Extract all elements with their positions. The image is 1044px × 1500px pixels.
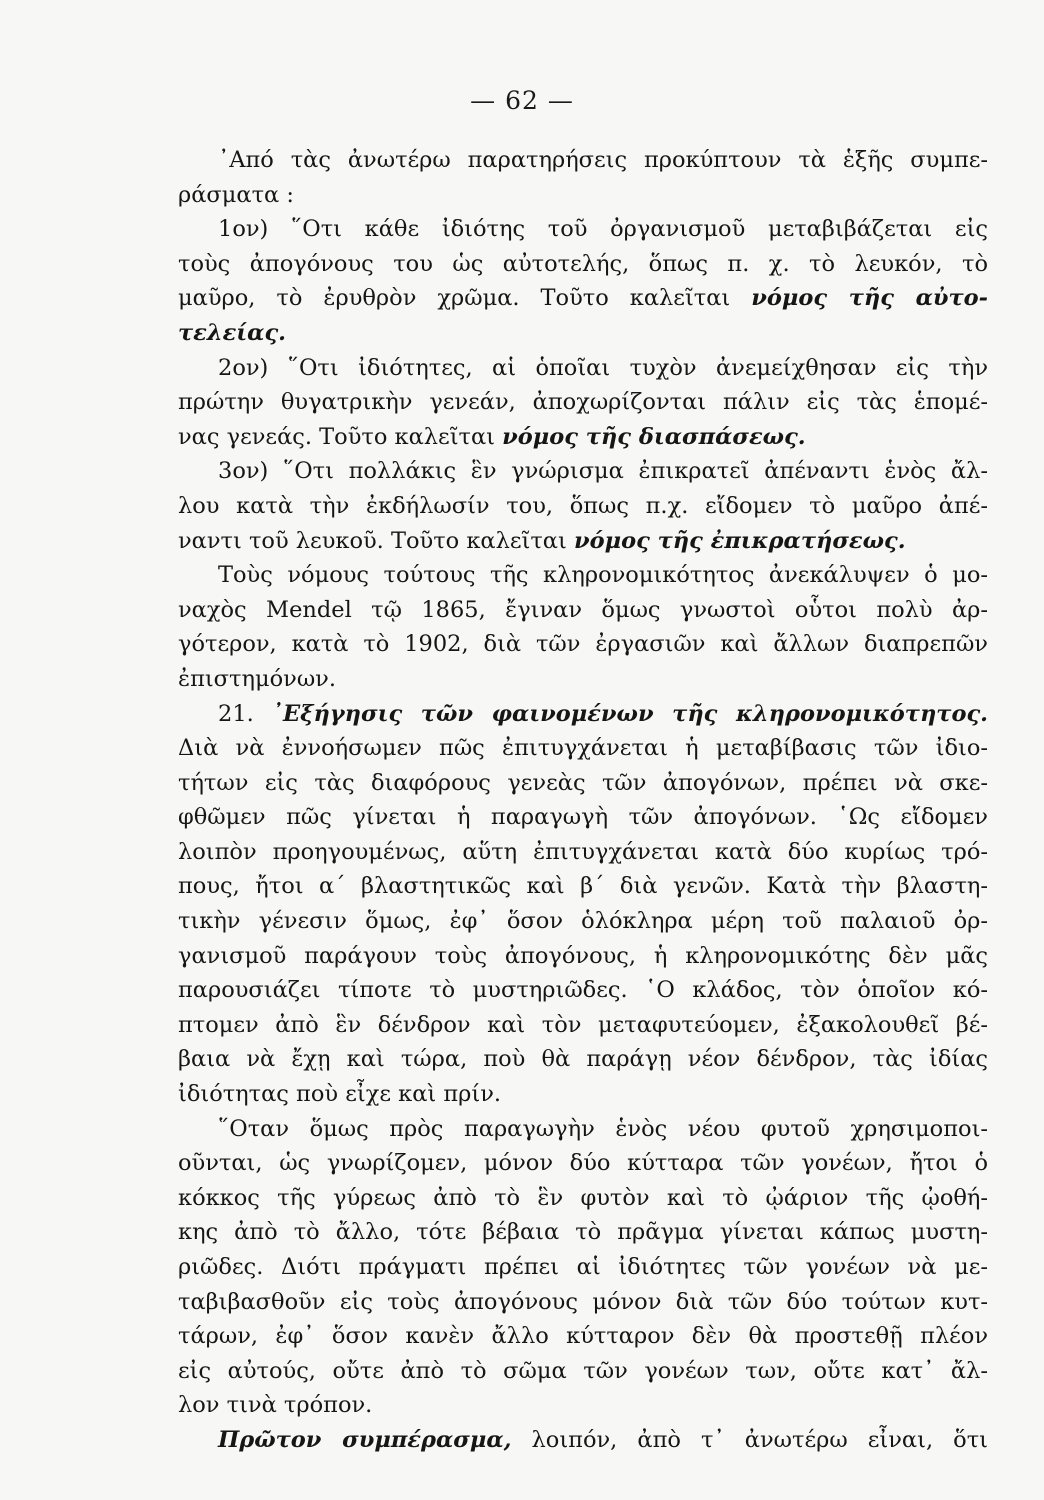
text-line — [178, 247, 988, 282]
line-text: ἰδιότητας ποὺ εἶχε καὶ πρίν. — [178, 1081, 502, 1108]
line-text: ᾿Από τὰς ἀνωτέρω παρατηρήσεις προκύπτουν τὰ ἑξῆς συμπε- — [218, 147, 988, 173]
text-line — [178, 627, 988, 662]
line-text: τάρων, ἐφ᾿ ὅσον κανὲν ἄλλο κύτταρον δὲν θὰ προστεθῇ πλέον — [178, 1323, 988, 1350]
line-text: ριῶδες. Διότι πράγματι πρέπει αἱ ἰδιότητες τῶν γονέων νὰ με- — [178, 1254, 988, 1280]
text-line — [178, 1250, 988, 1285]
text-line — [178, 1215, 988, 1250]
body-text — [178, 143, 988, 1458]
text-line — [178, 1077, 988, 1112]
line-text: γανισμοῦ παράγουν τοὺς ἀπογόνους, ἡ κληρονομικότης δὲν μᾶς — [178, 942, 988, 969]
line-text: γότερον, κατὰ τὸ 1902, διὰ τῶν ἐργασιῶν καὶ ἄλλων διαπρεπῶν — [178, 631, 988, 658]
text-line — [178, 973, 988, 1008]
line-text: λον τινὰ τρόπον. — [178, 1392, 373, 1419]
line-text: ράσματα : — [178, 181, 294, 208]
text-line — [178, 1319, 988, 1354]
line-text: λου κατὰ τὴν ἐκδήλωσίν του, ὅπως π.χ. εἴδομεν τὸ μαῦρο ἀπέ- — [178, 492, 988, 519]
line-text: ναντι τοῦ λευκοῦ. Τοῦτο καλεῖται — [178, 527, 574, 554]
line-text: οῦνται, ὡς γνωρίζομεν, μόνον δύο κύτταρα τῶν γονέων, ἤτοι ὁ — [178, 1150, 988, 1177]
line-text: εἰς αὐτούς, οὔτε ἀπὸ τὸ σῶμα τῶν γονέων των, οὔτε κατ᾿ ἄλ- — [178, 1357, 988, 1384]
line-text: πους, ἤτοι α΄ βλαστητικῶς καὶ β΄ διὰ γενῶν. Κατὰ τὴν βλαστη- — [178, 873, 988, 900]
text-line — [178, 662, 988, 697]
text-line — [178, 178, 988, 213]
line-text: βαια νὰ ἔχῃ καὶ τώρα, ποὺ θὰ παράγῃ νέον δένδρον, τὰς ἰδίας — [178, 1046, 988, 1073]
line-text: 1ον) ῞Οτι κάθε ἰδιότης τοῦ ὀργανισμοῦ μεταβιβάζεται εἰς — [218, 216, 988, 243]
text-line — [178, 454, 988, 489]
text-line — [178, 385, 988, 420]
text-line — [178, 1423, 988, 1458]
line-text: τήτων εἰς τὰς διαφόρους γενεὰς τῶν ἀπογόνων, πρέπει νὰ σκε- — [178, 769, 988, 796]
line-text: 3ον) ῞Οτι πολλάκις ἓν γνώρισμα ἐπικρατεῖ ἀπέναντι ἑνὸς ἄλ- — [218, 458, 988, 485]
line-text: νας γενεάς. Τοῦτο καλεῖται — [178, 423, 503, 450]
line-text: πρώτην θυγατρικὴν γενεάν, ἀποχωρίζονται πάλιν εἰς τὰς ἑπομέ- — [178, 389, 988, 416]
text-line — [178, 1181, 988, 1216]
line-text: μαῦρο, τὸ ἐρυθρὸν χρῶμα. Τοῦτο καλεῖται — [178, 285, 752, 312]
text-line — [178, 212, 988, 247]
line-text: πτομεν ἀπὸ ἓν δένδρον καὶ τὸν μεταφυτεύομεν, ἐξακολουθεῖ βέ- — [178, 1011, 988, 1038]
text-line — [178, 420, 988, 455]
text-line — [178, 143, 988, 178]
emphasized-term: τελείας. — [178, 319, 287, 346]
text-line — [178, 1042, 988, 1077]
text-line — [178, 524, 988, 559]
text-line — [178, 939, 988, 974]
line-text: 21. — [218, 700, 272, 727]
line-text: ταβιβασθοῦν εἰς τοὺς ἀπογόνους μόνον διὰ τῶν δύο τούτων κυτ- — [178, 1288, 988, 1315]
line-text: κης ἀπὸ τὸ ἄλλο, τότε βέβαια τὸ πρᾶγμα γίνεται κάπως μυστη- — [178, 1219, 988, 1246]
line-text: τοὺς ἀπογόνους του ὡς αὐτοτελής, ὅπως π. χ. τὸ λευκόν, τὸ — [178, 250, 988, 277]
text-line — [178, 1146, 988, 1181]
text-line — [178, 351, 988, 386]
text-line — [178, 1388, 988, 1423]
text-line — [178, 316, 988, 351]
line-text: Διὰ νὰ ἐννοήσωμεν πῶς ἐπιτυγχάνεται ἡ μεταβίβασις τῶν ἰδιο- — [178, 735, 988, 762]
line-text: φθῶμεν πῶς γίνεται ἡ παραγωγὴ τῶν ἀπογόνων. ῾Ως εἴδομεν — [178, 804, 988, 831]
line-text: κόκκος τῆς γύρεως ἀπὸ τὸ ἓν φυτὸν καὶ τὸ ᾠάριον τῆς ᾠοθή- — [178, 1184, 988, 1211]
line-text: παρουσιάζει τίποτε τὸ μυστηριῶδες. ῾Ο κλάδος, τὸν ὁποῖον κό- — [178, 977, 988, 1004]
emphasized-term: ᾿Εξήγησις τῶν φαινομένων τῆς κληρονομικότητος. — [271, 700, 988, 727]
text-line — [178, 835, 988, 870]
line-text: ἐπιστημόνων. — [178, 665, 336, 692]
page-number: — 62 — — [470, 86, 574, 115]
text-line — [178, 1354, 988, 1389]
text-line — [178, 489, 988, 524]
text-line — [178, 558, 988, 593]
line-text: ναχὸς Mendel τῷ 1865, ἔγιναν ὅμως γνωστοὶ οὗτοι πολὺ ἀρ- — [178, 596, 988, 623]
text-line — [178, 697, 988, 732]
line-text: λοιπὸν προηγουμένως, αὕτη ἐπιτυγχάνεται κατὰ δύο κυρίως τρό- — [178, 838, 988, 865]
line-text: ῞Οταν ὅμως πρὸς παραγωγὴν ἑνὸς νέου φυτοῦ χρησιμοποι- — [218, 1115, 988, 1142]
emphasized-term: νόμος τῆς ἐπικρατήσεως. — [573, 527, 906, 554]
text-line — [178, 593, 988, 628]
text-line — [178, 1008, 988, 1043]
text-line — [178, 281, 988, 316]
emphasized-term: νόμος τῆς διασπάσεως. — [502, 423, 806, 450]
text-line — [178, 766, 988, 801]
line-text: τικὴν γένεσιν ὅμως, ἐφ᾿ ὅσον ὁλόκληρα μέρη τοῦ παλαιοῦ ὀρ- — [178, 908, 988, 935]
text-line — [178, 1112, 988, 1147]
emphasized-term: Πρῶτον συμπέρασμα, — [218, 1426, 512, 1453]
line-text: Τοὺς νόμους τούτους τῆς κληρονομικότητος ἀνεκάλυψεν ὁ μο- — [218, 562, 988, 589]
line-text: λοιπόν, ἀπὸ τ᾿ ἀνωτέρω εἶναι, ὅτι — [511, 1426, 988, 1453]
emphasized-term: νόμος τῆς αὐτο- — [751, 285, 988, 312]
text-line — [178, 800, 988, 835]
text-line — [178, 904, 988, 939]
line-text: 2ον) ῞Οτι ἰδιότητες, αἱ ὁποῖαι τυχὸν ἀνεμείχθησαν εἰς τὴν — [218, 354, 988, 381]
text-line — [178, 1285, 988, 1320]
text-line — [178, 869, 988, 904]
text-line — [178, 731, 988, 766]
